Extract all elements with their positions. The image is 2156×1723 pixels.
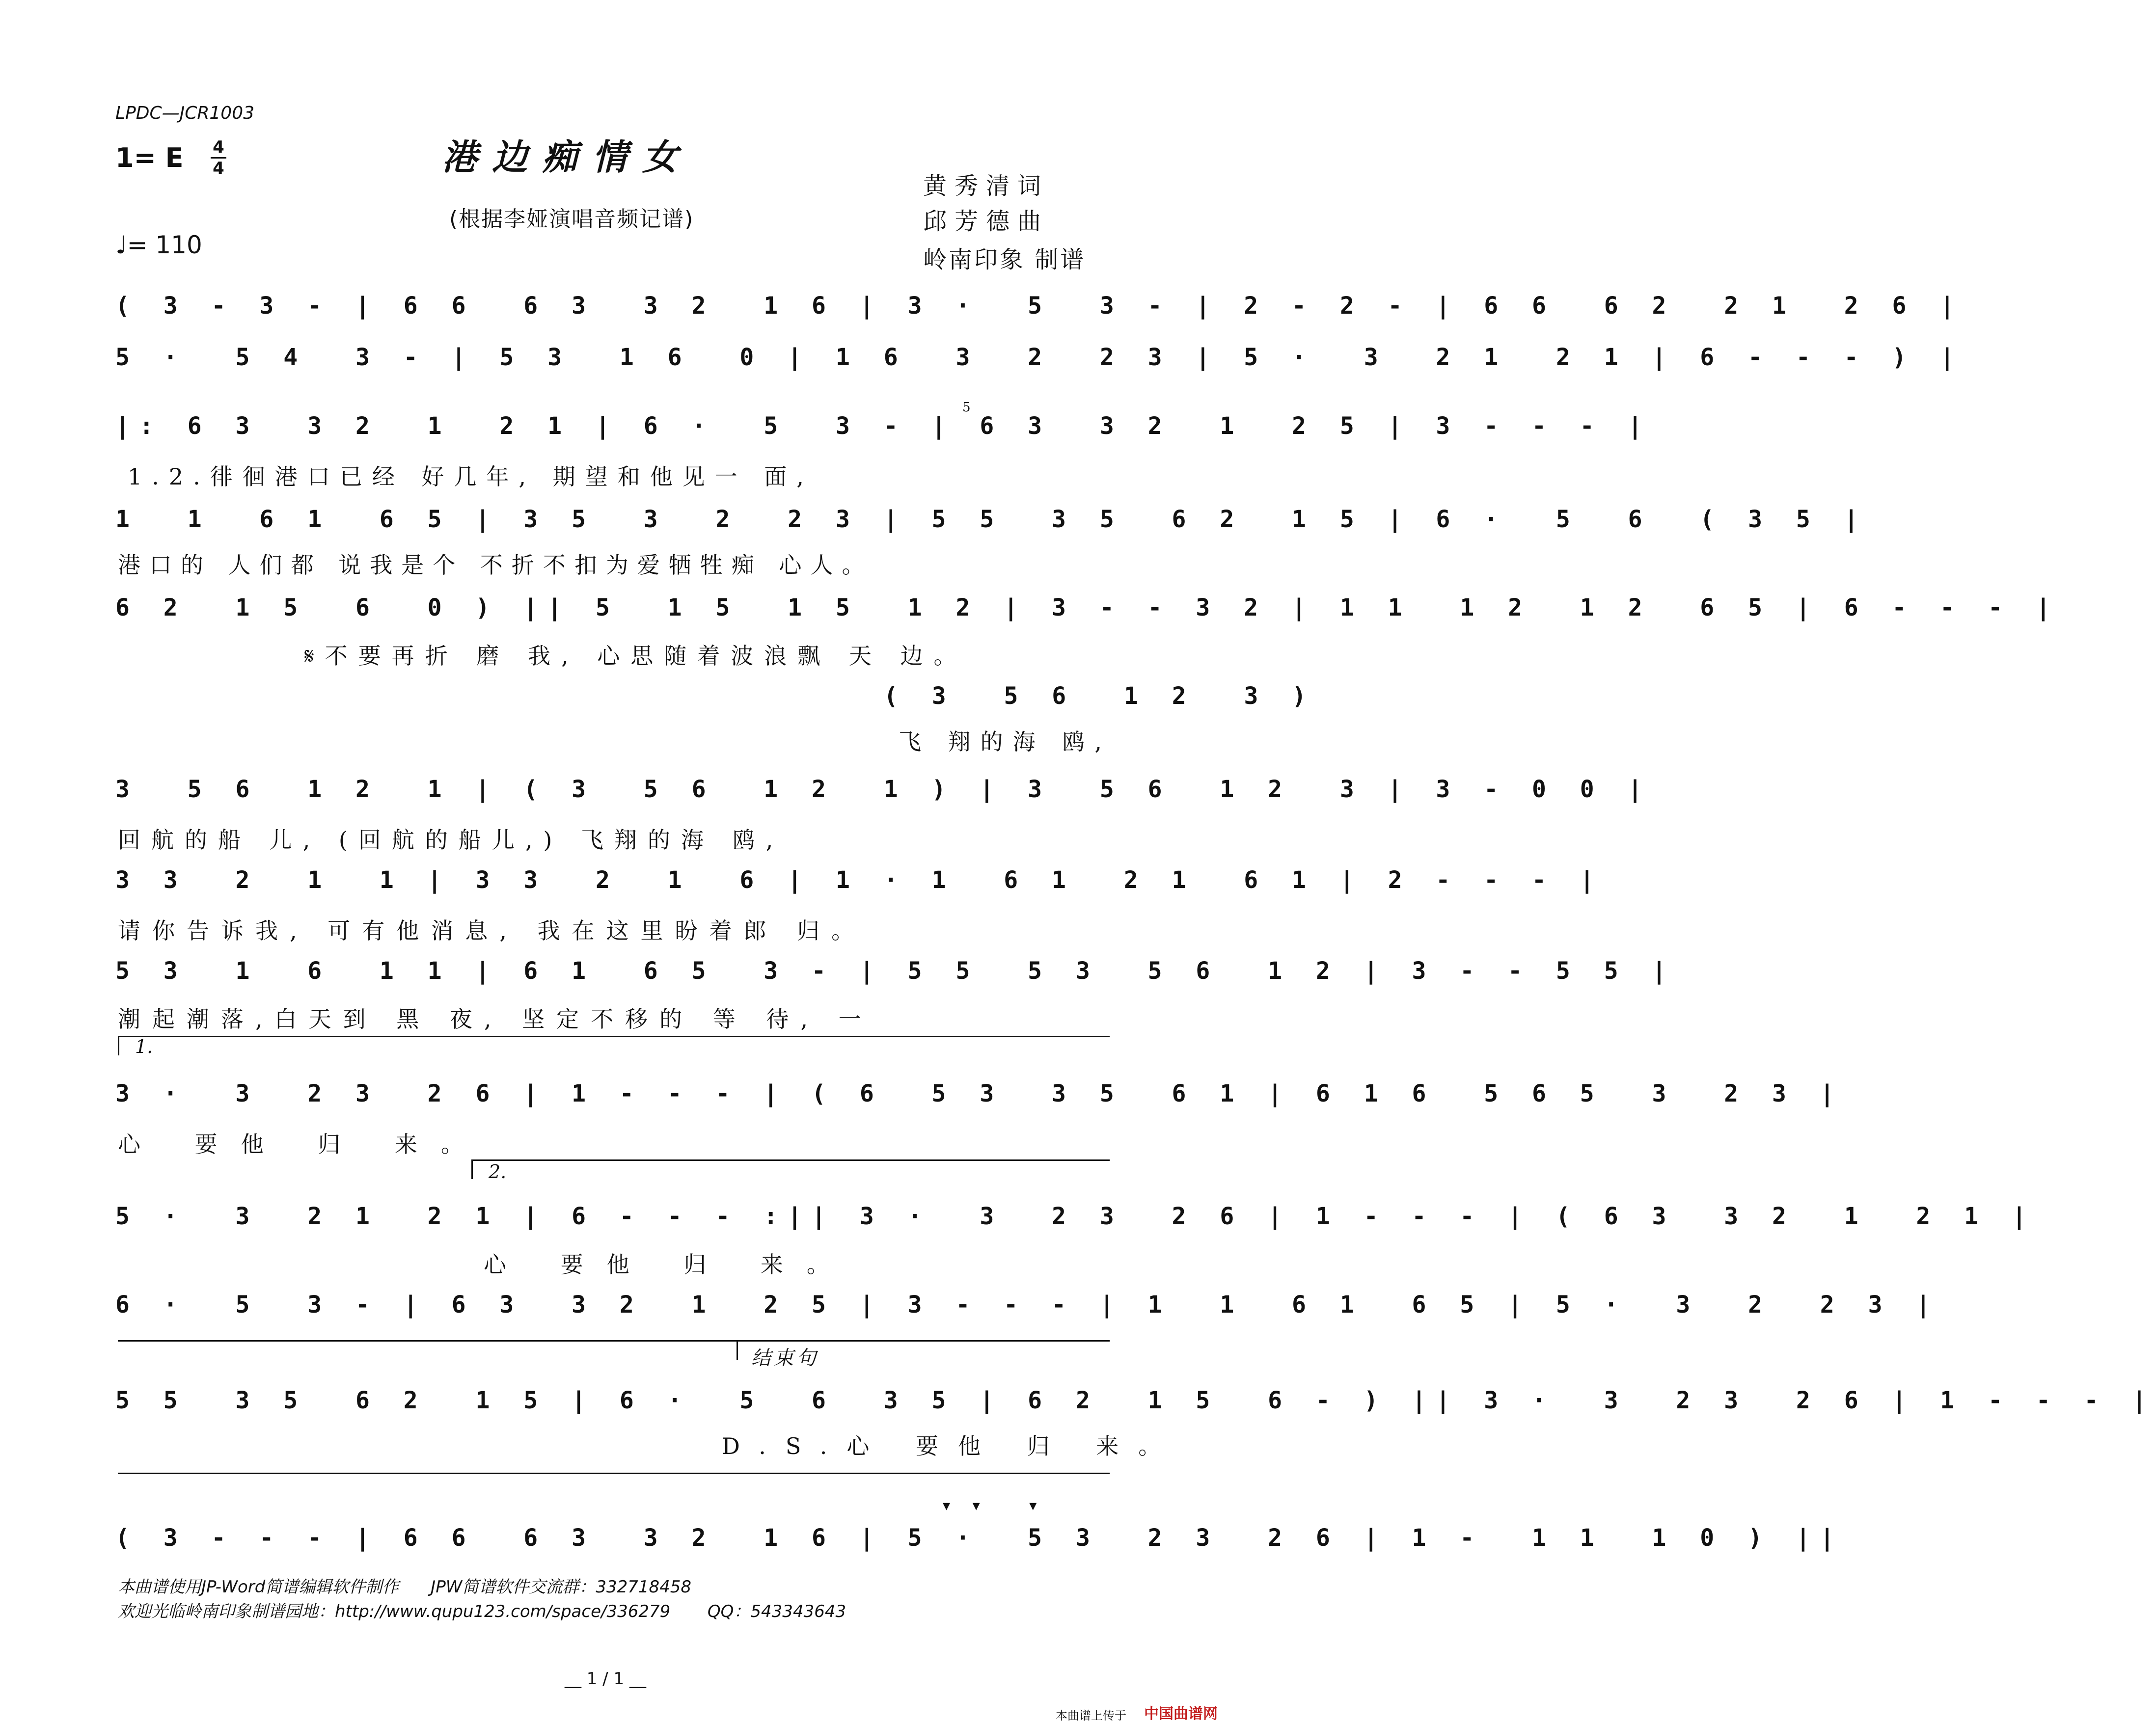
lyric-row-4: 港口的 人们都 说我是个 不折不扣为爱牺牲痴 心人。 [118,552,873,578]
lyric-row-5: 𝄋不要再折 磨 我, 心思随着波浪飘 天 边。 [304,643,967,669]
page-number: __ 1 / 1 __ [565,1669,646,1689]
lyric-row-13: D.S.心 要他 归 来。 [722,1433,1181,1459]
lyric-row-10: 心 要他 归 来。 [118,1131,487,1158]
lyricist-credit: 黄秀清词 [923,172,1049,200]
notation-row-11: 5 · 3 2 1 2 1 | 6 - - - :|| 3 · 3 2 3 2 6 | 1 - - - | ( 6 3 3 2 1 2 1 | [115,1203,2036,1230]
tempo-marking: ♩= 110 [115,231,202,259]
ending-label: 结束句 [751,1347,819,1370]
notation-row-5: 6 2 1 5 6 0 ) || 5 1 5 1 5 1 2 | 3 - - 3 2 | 1 1 1 2 1 2 6 5 | 6 - - - | [115,594,2060,621]
volta-2-label: 2. [489,1161,507,1183]
volta-2-bracket-edge [471,1159,473,1179]
notation-row-3: |: 6 3 3 2 1 2 1 | 6 · 5 3 - | 6 3 3 2 1 2 5 | 3 - - - | [115,412,1652,440]
time-signature-top: 4 [213,137,224,157]
site-logo: 中国曲谱网 [1144,1705,1218,1723]
volta-1-label: 1. [135,1036,153,1057]
song-subtitle: (根据李娅演唱音频记谱) [449,207,694,232]
notation-row-7: 3 5 6 1 2 1 | ( 3 5 6 1 2 1 ) | 3 5 6 1 2 3 | 3 - 0 0 | [115,776,1652,803]
time-signature [209,138,228,177]
arranger-credit: 岭南印象 制谱 [923,246,1086,273]
notation-row-10: 3 · 3 2 3 2 6 | 1 - - - | ( 6 5 3 3 5 6 1 | 6 1 6 5 6 5 3 2 3 | [115,1080,1844,1107]
lyric-row-8: 请你告诉我, 可有他消息, 我在这里盼着郎 归。 [118,917,866,944]
lyric-row-6: 飞 翔的海 鸥, [899,728,1112,755]
ending-bracket [118,1340,1110,1342]
footer-website-note: 欢迎光临岭南印象制谱园地：http://www.qupu123.com/space/336279 QQ：543343643 [118,1602,846,1621]
lyric-row-3: 1.2.徘徊港口已经 好几年, 期望和他见一 面, [128,463,814,490]
notation-row-13: 5 5 3 5 6 2 1 5 | 6 · 5 6 3 5 | 6 2 1 5 6 - ) || 3 · 3 2 3 2 6 | 1 - - - | [115,1387,2156,1414]
composer-credit: 邱芳德曲 [923,208,1049,235]
upload-note: 本曲谱上传于 [1056,1709,1126,1723]
score-code: LPDC—JCR1003 [115,103,255,123]
volta-2-bracket [471,1159,1110,1161]
time-signature-bottom: 4 [213,159,224,178]
ending-bracket-edge [737,1340,738,1360]
lyric-row-11: 心 要他 归 来。 [484,1251,853,1278]
song-title: 港边痴情女 [442,136,693,178]
lyric-row-9: 潮起潮落,白天到 黑 夜, 坚定不移的 等 待, 一 [118,1006,873,1032]
grace-note: 5 [962,400,971,415]
notation-row-8: 3 3 2 1 1 | 3 3 2 1 6 | 1 · 1 6 1 2 1 6 1 | 2 - - - | [115,866,1604,894]
notation-row-6: ( 3 5 6 1 2 3 ) [884,682,1316,710]
notation-row-9: 5 3 1 6 1 1 | 6 1 6 5 3 - | 5 5 5 3 5 6 1 2 | 3 - - 5 5 | [115,957,1676,985]
footer-software-note: 本曲谱使用JP-Word简谱编辑软件制作 JPW简谱软件交流群：332718458 [118,1577,692,1597]
coda-bracket [118,1473,1110,1474]
notation-row-4: 1 1 6 1 6 5 | 3 5 3 2 2 3 | 5 5 3 5 6 2 1 5 | 6 · 5 6 ( 3 5 | [115,506,1868,533]
notation-row-12: 6 · 5 3 - | 6 3 3 2 1 2 5 | 3 - - - | 1 1 6 1 6 5 | 5 · 3 2 2 3 | [115,1291,1940,1319]
notation-row-2: 5 · 5 4 3 - | 5 3 1 6 0 | 1 6 3 2 2 3 | 5 · 3 2 1 2 1 | 6 - - - ) | [115,344,1965,371]
volta-1-bracket-edge [118,1036,119,1055]
notation-row-1: ( 3 - 3 - | 6 6 6 3 3 2 1 6 | 3 · 5 3 - | 2 - 2 - | 6 6 6 2 2 1 2 6 | [115,292,1965,320]
key-signature: 1= E [115,142,184,173]
lyric-row-7: 回航的船 儿, (回航的船儿,) 飞翔的海 鸥, [118,827,784,853]
notation-row-14: ( 3 - - - | 6 6 6 3 3 2 1 6 | 5 · 5 3 2 3 2 6 | 1 - 1 1 1 0 ) || [115,1524,1844,1552]
volta-1-bracket [118,1036,1110,1037]
breath-marks: ▾ ▾ ▾ [943,1497,1046,1514]
